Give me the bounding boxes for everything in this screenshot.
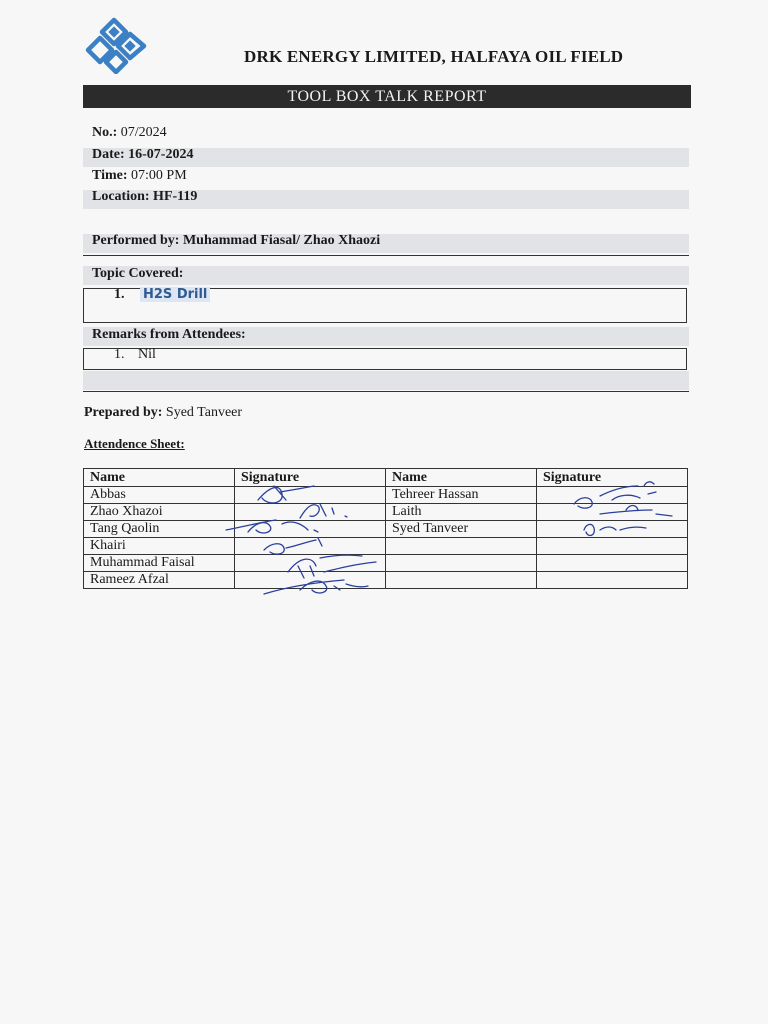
signature-cell [537,555,688,572]
signature-cell [235,487,386,504]
attendee-name: Syed Tanveer [386,521,537,538]
attendance-heading: Attendence Sheet: [84,436,185,451]
attendee-name [386,555,537,572]
report-number-label: No.: [92,125,118,140]
table-row [84,487,688,504]
attendance-table [83,468,688,589]
report-number-value: 07/2024 [120,125,167,140]
report-time-label: Time: [92,168,128,183]
report-time-value: 07:00 PM [131,168,187,183]
signature-cell [235,538,386,555]
company-logo-icon [84,16,156,74]
remarks-heading-text: Remarks from Attendees: [92,327,246,342]
topic-heading [92,265,183,283]
column-header: Name [84,469,235,487]
column-header: Signature [235,469,386,487]
report-date [92,146,193,164]
table-header-row [84,469,688,487]
prepared-by-label: Prepared by: [84,405,163,420]
signature-cell [537,487,688,504]
performed-by-text: Performed by: Muhammad Fiasal/ Zhao Xhaozi [92,233,381,248]
topic-item-number: 1. [114,287,125,302]
column-header: Signature [537,469,688,487]
divider-line [83,255,689,256]
attendee-name: Muhammad Faisal [84,555,235,572]
prepared-by-value: Syed Tanveer [165,405,243,420]
performed-by [92,232,380,250]
table-row [84,504,688,521]
remarks-item-number: 1. [114,347,125,362]
attendee-name: Zhao Xhazoi [84,504,235,521]
attendee-name: Laith [386,504,537,521]
report-location [92,188,197,206]
prepared-by [84,405,242,421]
attendee-name: Khairi [84,538,235,555]
topic-heading-text: Topic Covered: [92,266,184,281]
signature-cell [537,504,688,521]
signature-cell [235,504,386,521]
signature-cell [537,538,688,555]
signature-cell [537,521,688,538]
attendee-name: Rameez Afzal [84,572,235,589]
blank-band [83,371,689,390]
attendee-name: Tang Qaolin [84,521,235,538]
divider-line [83,391,689,392]
signature-cell [235,555,386,572]
remarks-heading [92,326,246,344]
attendee-name: Tehreer Hassan [386,487,537,504]
report-time [92,167,187,185]
report-number [92,124,167,142]
attendee-name [386,538,537,555]
report-title: TOOL BOX TALK REPORT [83,85,691,108]
table-row [84,538,688,555]
signature-cell [235,572,386,589]
remarks-box [83,348,687,370]
remarks-item-text: Nil [138,347,156,362]
attendee-name: Abbas [84,487,235,504]
report-date-text: Date: 16-07-2024 [92,147,194,162]
table-row [84,572,688,589]
attendee-name [386,572,537,589]
topic-item-text: H2S Drill [140,287,210,302]
signature-cell [235,521,386,538]
table-row [84,555,688,572]
company-name: DRK ENERGY LIMITED, HALFAYA OIL FIELD [244,47,624,66]
column-header: Name [386,469,537,487]
table-row [84,521,688,538]
signature-cell [537,572,688,589]
report-location-text: Location: HF-119 [92,189,198,204]
